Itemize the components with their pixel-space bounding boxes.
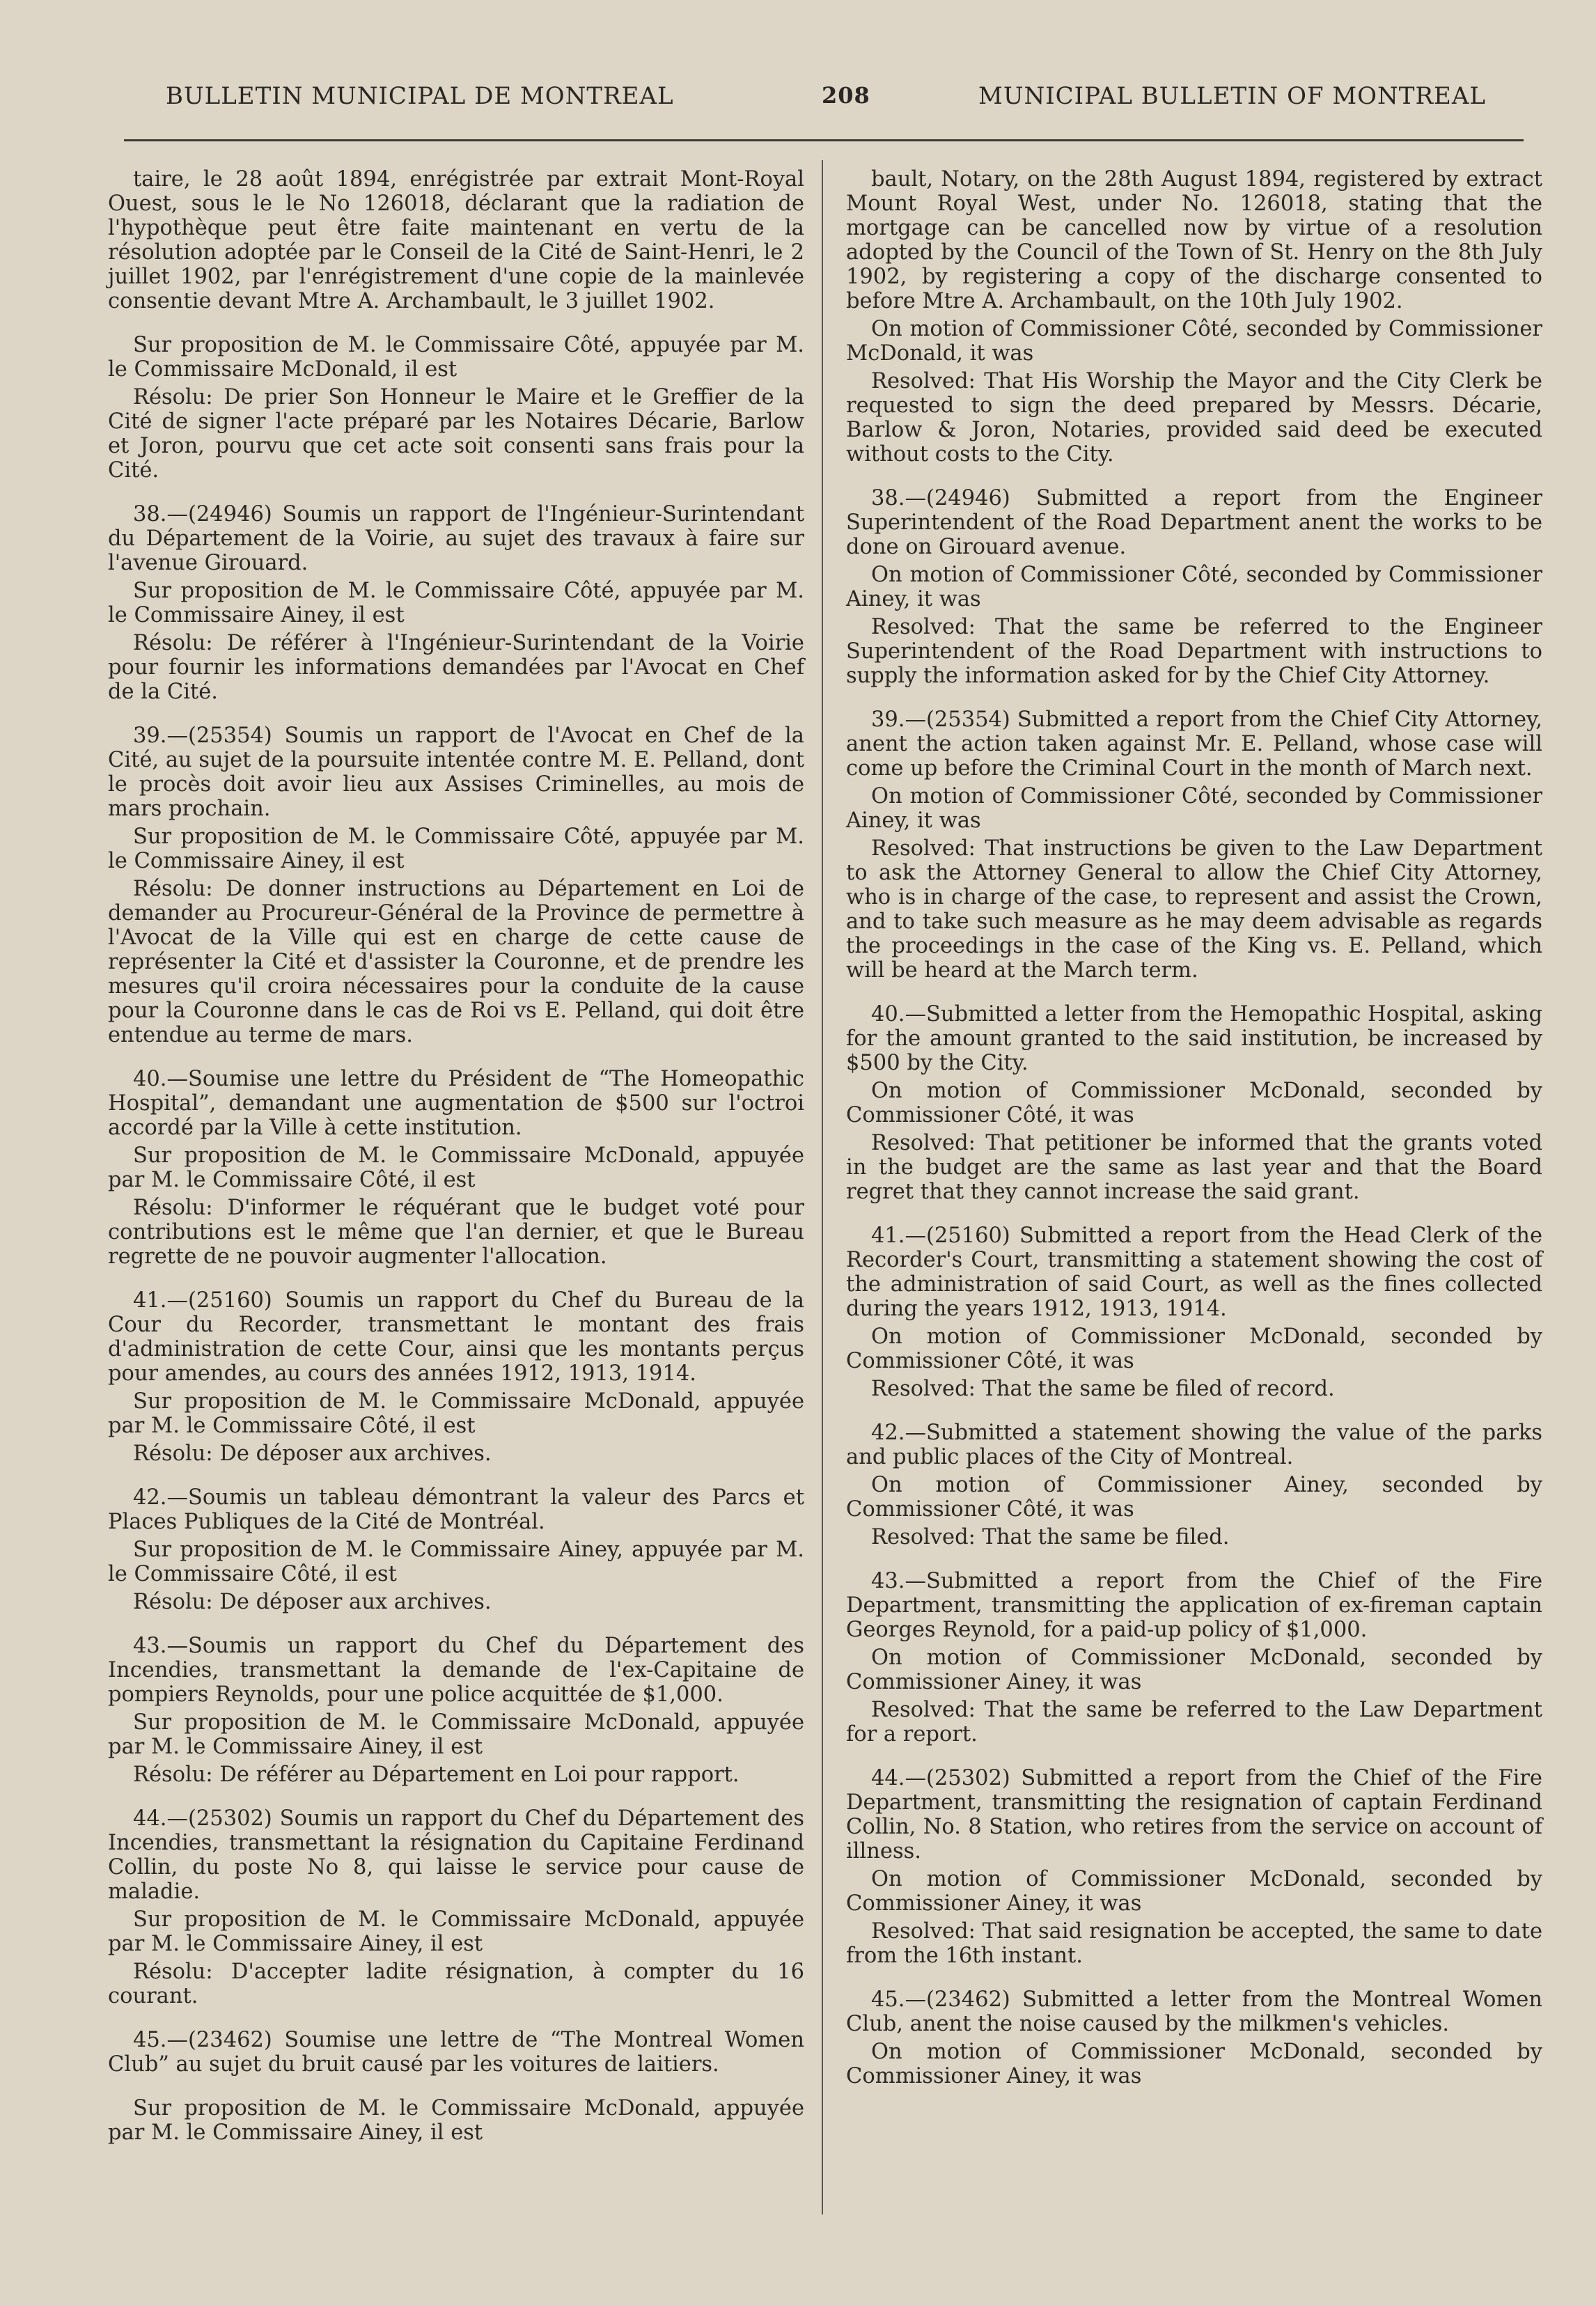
english-paragraph: 44.—(25302) Submitted a report from the Chief of the Fire Department, transmitting the resignation of captain Ferdinand Collin, No. 8 Station, who retires from the service on account of illness. — [846, 1766, 1542, 1863]
french-paragraph: Sur proposition de M. le Commissaire McDonald, appuyée par M. le Commissaire Côté, il est — [108, 1389, 804, 1438]
french-paragraph: Sur proposition de M. le Commissaire McDonald, appuyée par M. le Commissaire Côté, il est — [108, 1143, 804, 1192]
english-paragraph: bault, Notary, on the 28th August 1894, registered by extract Mount Royal West, under No. 126018, stating that the mortgage can be cancelled now by virtue of a resolution adopted by the Council of the Town of St. Henry on the 8th July 1902, by registering a copy of the discharge consented to before Mtre A. Archambault, on the 10th July 1902. — [846, 167, 1542, 313]
english-paragraph: 38.—(24946) Submitted a report from the Engineer Superintendent of the Road Department anent the works to be done on Girouard avenue. — [846, 486, 1542, 559]
english-paragraph: 40.—Submitted a letter from the Hemopathic Hospital, asking for the amount granted to the said institution, be increased by $500 by the City. — [846, 1002, 1542, 1075]
page-number: 208 — [822, 82, 870, 109]
english-paragraph: On motion of Commissioner McDonald, seconded by Commissioner Côté, it was — [846, 1079, 1542, 1127]
french-paragraph: 42.—Soumis un tableau démontrant la valeur des Parcs et Places Publiques de la Cité de Montréal. — [108, 1485, 804, 1534]
english-paragraph: Resolved: That the same be filed. — [871, 1525, 1230, 1549]
french-paragraph: Sur proposition de M. le Commissaire Côté, appuyée par M. le Commissaire Ainey, il est — [108, 579, 804, 627]
french-paragraph: Résolu: De référer au Département en Loi pour rapport. — [133, 1763, 740, 1787]
french-paragraph: 43.—Soumis un rapport du Chef du Département des Incendies, transmettant la demande de l'ex-Capitaine de pompiers Reynolds, pour une police acquittée de $1,000. — [108, 1634, 804, 1707]
column-divider — [822, 160, 823, 2214]
french-paragraph: 38.—(24946) Soumis un rapport de l'Ingénieur-Surintendant du Département de la Voirie, au sujet des travaux à faire sur l'avenue Girouard. — [108, 502, 804, 575]
header-rule — [124, 139, 1524, 141]
english-paragraph: 45.—(23462) Submitted a letter from the Montreal Women Club, anent the noise caused by the milkmen's vehicles. — [846, 1987, 1542, 2036]
french-paragraph: Résolu: De déposer aux archives. — [133, 1441, 492, 1466]
english-paragraph: 41.—(25160) Submitted a report from the Head Clerk of the Recorder's Court, transmitting a statement showing the cost of the administration of said Court, as well as the fines collected during the years 1912, 1913, 1914. — [846, 1224, 1542, 1321]
english-paragraph: On motion of Commissioner McDonald, seconded by Commissioner Ainey, it was — [846, 1867, 1542, 1916]
english-paragraph: Resolved: That petitioner be informed that the grants voted in the budget are the same as last year and that the Board regret that they cannot increase the said grant. — [846, 1131, 1542, 1204]
french-paragraph: Sur proposition de M. le Commissaire Côté, appuyée par M. le Commissaire McDonald, il est — [108, 333, 804, 382]
french-paragraph: Sur proposition de M. le Commissaire McDonald, appuyée par M. le Commissaire Ainey, il est — [108, 2096, 804, 2145]
french-paragraph: Résolu: D'accepter ladite résignation, à compter du 16 courant. — [108, 1960, 804, 2008]
french-paragraph: Sur proposition de M. le Commissaire McDonald, appuyée par M. le Commissaire Ainey, il est — [108, 1907, 804, 1956]
french-paragraph: 40.—Soumise une lettre du Président de “The Homeopathic Hospital”, demandant une augmentation de $500 sur l'octroi accordé par la Ville à cette institution. — [108, 1067, 804, 1140]
french-column — [108, 167, 804, 2148]
english-paragraph: On motion of Commissioner Côté, seconded by Commissioner Ainey, it was — [846, 563, 1542, 611]
english-paragraph: On motion of Commissioner Côté, seconded by Commissioner McDonald, it was — [846, 317, 1542, 366]
english-paragraph: Resolved: That instructions be given to the Law Department to ask the Attorney General to allow the Chief City Attorney, who is in charge of the case, to represent and assist the Crown, and to take such measure as he may deem advisable as regards the proceedings in the case of the King vs. E. Pelland, which will be heard at the March term. — [846, 836, 1542, 983]
french-paragraph: Sur proposition de M. le Commissaire Côté, appuyée par M. le Commissaire Ainey, il est — [108, 825, 804, 873]
header-french-title: BULLETIN MUNICIPAL DE MONTREAL — [166, 82, 674, 110]
french-paragraph: 41.—(25160) Soumis un rapport du Chef du Bureau de la Cour du Recorder, transmettant le montant des frais d'administration de cette Cour, ainsi que les montants perçus pour amendes, au cours des années 1912, 1913, 1914. — [108, 1288, 804, 1386]
english-column — [846, 167, 1542, 2092]
english-paragraph: 39.—(25354) Submitted a report from the Chief City Attorney, anent the action taken against Mr. E. Pelland, whose case will come up before the Criminal Court in the month of March next. — [846, 708, 1542, 781]
english-paragraph: On motion of Commissioner McDonald, seconded by Commissioner Ainey, it was — [846, 2040, 1542, 2088]
english-paragraph: Resolved: That said resignation be accepted, the same to date from the 16th instant. — [846, 1919, 1542, 1968]
english-paragraph: Resolved: That the same be referred to the Engineer Superintendent of the Road Department with instructions to supply the information asked for by the Chief City Attorney. — [846, 615, 1542, 688]
english-paragraph: 43.—Submitted a report from the Chief of the Fire Department, transmitting the application of ex-fireman captain Georges Reynold, for a paid-up policy of $1,000. — [846, 1569, 1542, 1642]
english-paragraph: On motion of Commissioner Côté, seconded by Commissioner Ainey, it was — [846, 784, 1542, 833]
french-paragraph: Sur proposition de M. le Commissaire McDonald, appuyée par M. le Commissaire Ainey, il est — [108, 1710, 804, 1759]
french-paragraph: 44.—(25302) Soumis un rapport du Chef du Département des Incendies, transmettant la résignation du Capitaine Ferdinand Collin, du poste No 8, qui laisse le service pour cause de maladie. — [108, 1806, 804, 1904]
french-paragraph: taire, le 28 août 1894, enrégistrée par extrait Mont-Royal Ouest, sous le le No 126018, déclarant que la radiation de l'hypothèque peut être faite maintenant en vertu de la résolution adoptée par le Conseil de la Cité de Saint-Henri, le 2 juillet 1902, par l'enrégistrement d'une copie de la mainlevée consentie devant Mtre A. Archambault, le 3 juillet 1902. — [108, 167, 804, 313]
french-paragraph: 45.—(23462) Soumise une lettre de “The Montreal Women Club” au sujet du bruit causé par les voitures de laitiers. — [108, 2028, 804, 2077]
french-paragraph: Résolu: D'informer le réquérant que le budget voté pour contributions est le même que l'an dernier, et que le Bureau regrette de ne pouvoir augmenter l'allocation. — [108, 1196, 804, 1269]
english-paragraph: On motion of Commissioner McDonald, seconded by Commissioner Côté, it was — [846, 1325, 1542, 1373]
french-paragraph: Résolu: De référer à l'Ingénieur-Surintendant de la Voirie pour fournir les informations demandées par l'Avocat en Chef de la Cité. — [108, 631, 804, 704]
french-paragraph: Sur proposition de M. le Commissaire Ainey, appuyée par M. le Commissaire Côté, il est — [108, 1538, 804, 1586]
english-paragraph: Resolved: That His Worship the Mayor and the City Clerk be requested to sign the deed prepared by Messrs. Décarie, Barlow & Joron, Notaries, provided said deed be executed without costs to the City. — [846, 369, 1542, 467]
english-paragraph: Resolved: That the same be referred to the Law Department for a report. — [846, 1698, 1542, 1747]
header-english-title: MUNICIPAL BULLETIN OF MONTREAL — [978, 82, 1487, 110]
english-paragraph: 42.—Submitted a statement showing the value of the parks and public places of the City of Montreal. — [846, 1421, 1542, 1469]
english-paragraph: Resolved: That the same be filed of record. — [871, 1377, 1335, 1401]
french-paragraph: Résolu: De donner instructions au Département en Loi de demander au Procureur-Général de la Province de permettre à l'Avocat de la Ville qui est en charge de cette cause de représenter la Cité et d'assister la Couronne, et de prendre les mesures qu'il croira nécessaires pour la conduite de la cause pour la Couronne dans le cas de Roi vs E. Pelland, qui doit être entendue au terme de mars. — [108, 877, 804, 1047]
french-paragraph: 39.—(25354) Soumis un rapport de l'Avocat en Chef de la Cité, au sujet de la poursuite intentée contre M. E. Pelland, dont le procès doit avoir lieu aux Assises Criminelles, au mois de mars prochain. — [108, 724, 804, 821]
english-paragraph: On motion of Commissioner McDonald, seconded by Commissioner Ainey, it was — [846, 1646, 1542, 1694]
english-paragraph: On motion of Commissioner Ainey, seconded by Commissioner Côté, it was — [846, 1473, 1542, 1522]
french-paragraph: Résolu: De déposer aux archives. — [133, 1590, 492, 1614]
french-paragraph: Résolu: De prier Son Honneur le Maire et le Greffier de la Cité de signer l'acte préparé par les Notaires Décarie, Barlow et Joron, pourvu que cet acte soit consenti sans frais pour la Cité. — [108, 385, 804, 483]
